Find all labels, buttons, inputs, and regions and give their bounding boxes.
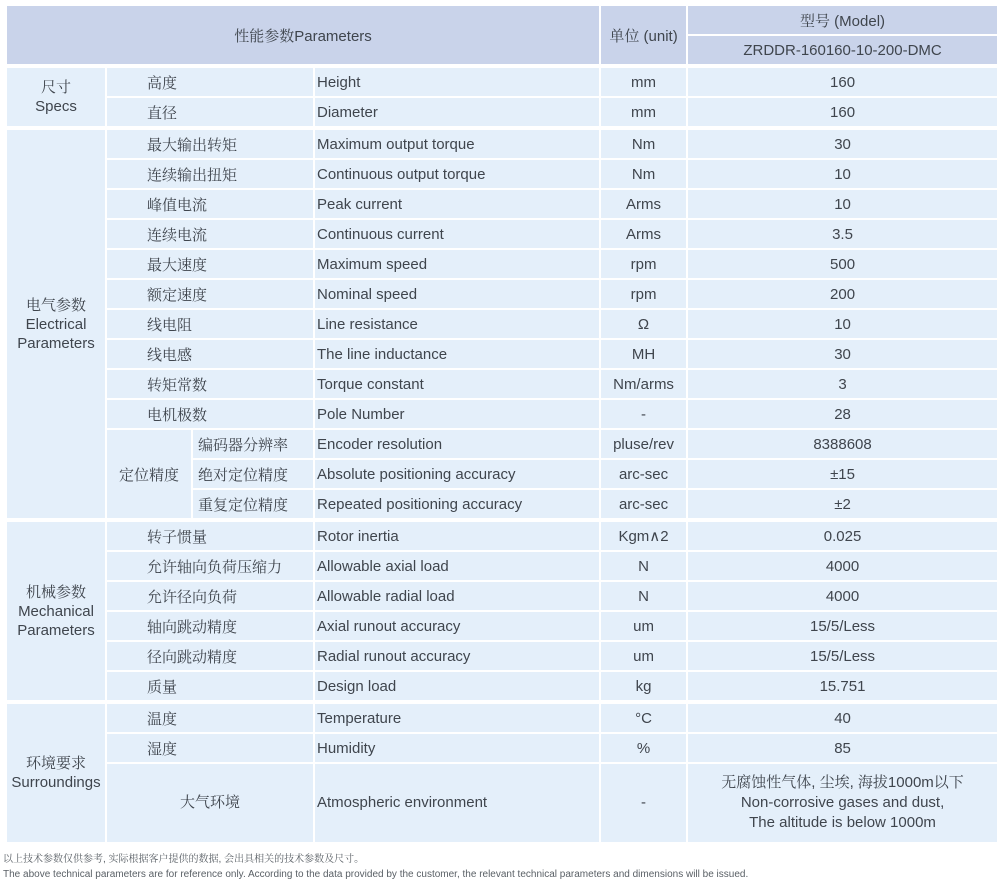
value-cell: 3 [687, 369, 998, 399]
table-row [6, 611, 998, 641]
param-name-cn: 允许轴向负荷压缩力 [106, 551, 314, 581]
parameters-header: 性能参数Parameters [6, 5, 600, 66]
unit-cell: rpm [600, 249, 687, 279]
param-name-cn: 线电阻 [106, 309, 314, 339]
table-row [6, 581, 998, 611]
table-row [6, 219, 998, 249]
param-name-cn: 峰值电流 [106, 189, 314, 219]
unit-cell: Kgm∧2 [600, 520, 687, 551]
param-name-en: Maximum speed [314, 249, 600, 279]
param-name-cn: 径向跳动精度 [106, 641, 314, 671]
unit-cell: rpm [600, 279, 687, 309]
param-name-cn: 连续电流 [106, 219, 314, 249]
param-name-cn: 绝对定位精度 [192, 459, 314, 489]
unit-cell: Ω [600, 309, 687, 339]
unit-cell: arc-sec [600, 459, 687, 489]
unit-cell: Arms [600, 219, 687, 249]
table-row [6, 733, 998, 763]
footnote-en: The above technical parameters are for reference only. According to the data provided by the customer, the relevant technical parameters and dimensions will be issued. [3, 869, 749, 880]
section-label-cn: 尺寸 [40, 79, 71, 96]
value-cell: ±15 [687, 459, 998, 489]
section-label-en: Electrical Parameters [17, 315, 95, 352]
value-cell: 4000 [687, 551, 998, 581]
value-cell: 28 [687, 399, 998, 429]
param-name-en: Torque constant [314, 369, 600, 399]
unit-cell: °C [600, 702, 687, 733]
footnote-cn: 以上技术参数仅供参考, 实际根据客户提供的数据, 会出具相关的技术参数及尺寸。 [3, 854, 365, 865]
spec-table-body [6, 5, 998, 843]
param-name-en: Humidity [314, 733, 600, 763]
value-cell: 10 [687, 309, 998, 339]
value-cell: 4000 [687, 581, 998, 611]
param-name-en: Continuous output torque [314, 159, 600, 189]
param-name-en: Repeated positioning accuracy [314, 489, 600, 520]
value-cell: 85 [687, 733, 998, 763]
table-row [6, 309, 998, 339]
table-row [6, 249, 998, 279]
unit-cell: N [600, 551, 687, 581]
unit-cell: um [600, 641, 687, 671]
param-name-en: Peak current [314, 189, 600, 219]
value-cell: 500 [687, 249, 998, 279]
table-row [6, 189, 998, 219]
param-name-cn: 转矩常数 [106, 369, 314, 399]
section-label-en: Specs [35, 98, 77, 115]
section-label-cn: 电气参数 [25, 296, 86, 314]
table-row [6, 128, 998, 159]
unit-cell: arc-sec [600, 489, 687, 520]
section-label [6, 66, 106, 128]
value-line: 无腐蚀性气体, 尘埃, 海拔1000m以下 [721, 774, 964, 791]
table-row [6, 97, 998, 128]
value-line: Non-corrosive gases and dust, [740, 794, 945, 811]
param-name-en: Pole Number [314, 399, 600, 429]
value-cell: 40 [687, 702, 998, 733]
value-cell: 15.751 [687, 671, 998, 702]
table-row [6, 551, 998, 581]
unit-cell: kg [600, 671, 687, 702]
section-label-en: Surroundings [11, 774, 101, 791]
param-name-cn: 直径 [106, 97, 314, 128]
param-name-cn: 编码器分辨率 [192, 429, 314, 459]
unit-cell: N [600, 581, 687, 611]
value-cell: 160 [687, 66, 998, 97]
unit-cell: mm [600, 97, 687, 128]
table-row [6, 671, 998, 702]
value-cell: 15/5/Less [687, 641, 998, 671]
param-name-en: Axial runout accuracy [314, 611, 600, 641]
value-cell [687, 763, 998, 843]
table-row [6, 159, 998, 189]
table-row [6, 369, 998, 399]
param-name-en: Temperature [314, 702, 600, 733]
table-row [6, 520, 998, 551]
table-row [6, 339, 998, 369]
table-row [6, 641, 998, 671]
param-name-cn: 转子惯量 [106, 520, 314, 551]
unit-cell: mm [600, 66, 687, 97]
param-name-cn: 最大速度 [106, 249, 314, 279]
unit-cell: Arms [600, 189, 687, 219]
param-name-en: Design load [314, 671, 600, 702]
table-row [6, 429, 998, 459]
spec-table [5, 4, 999, 844]
table-row [6, 66, 998, 97]
param-name-cn: 电机极数 [106, 399, 314, 429]
param-name-en: The line inductance [314, 339, 600, 369]
param-name-en: Diameter [314, 97, 600, 128]
unit-cell: um [600, 611, 687, 641]
value-cell: 8388608 [687, 429, 998, 459]
table-row [6, 763, 998, 843]
table-row [6, 279, 998, 309]
table-header-row [6, 5, 998, 35]
value-cell: 10 [687, 159, 998, 189]
unit-cell: MH [600, 339, 687, 369]
param-name-cn: 额定速度 [106, 279, 314, 309]
footnotes [3, 852, 1000, 882]
value-cell: 3.5 [687, 219, 998, 249]
unit-cell: % [600, 733, 687, 763]
param-name-en: Allowable radial load [314, 581, 600, 611]
value-cell: 200 [687, 279, 998, 309]
param-name-en: Absolute positioning accuracy [314, 459, 600, 489]
value-cell: 30 [687, 339, 998, 369]
value-cell: 0.025 [687, 520, 998, 551]
value-cell: 15/5/Less [687, 611, 998, 641]
unit-cell: - [600, 399, 687, 429]
section-label-en: Mechanical Parameters [17, 602, 95, 639]
param-name-cn: 允许径向负荷 [106, 581, 314, 611]
table-row [6, 702, 998, 733]
param-name-cn: 温度 [106, 702, 314, 733]
model-number: ZRDDR-160160-10-200-DMC [687, 35, 998, 66]
unit-cell: Nm/arms [600, 369, 687, 399]
param-name-cn: 高度 [106, 66, 314, 97]
param-name-cn: 最大输出转矩 [106, 128, 314, 159]
param-name-en: Encoder resolution [314, 429, 600, 459]
param-name-cn: 湿度 [106, 733, 314, 763]
unit-cell: - [600, 763, 687, 843]
section-label-cn: 环境要求 [25, 755, 86, 772]
subgroup-label: 定位精度 [106, 429, 192, 520]
param-name-cn: 大气环境 [106, 763, 314, 843]
param-name-en: Line resistance [314, 309, 600, 339]
section-label [6, 520, 106, 702]
param-name-cn: 连续输出扭矩 [106, 159, 314, 189]
value-cell: 30 [687, 128, 998, 159]
param-name-en: Allowable axial load [314, 551, 600, 581]
param-name-cn: 重复定位精度 [192, 489, 314, 520]
unit-cell: pluse/rev [600, 429, 687, 459]
param-name-en: Maximum output torque [314, 128, 600, 159]
value-line: The altitude is below 1000m [749, 814, 936, 831]
param-name-en: Continuous current [314, 219, 600, 249]
param-name-cn: 质量 [106, 671, 314, 702]
model-header: 型号 (Model) [687, 5, 998, 35]
param-name-en: Radial runout accuracy [314, 641, 600, 671]
value-cell: 160 [687, 97, 998, 128]
section-label [6, 702, 106, 843]
param-name-en: Rotor inertia [314, 520, 600, 551]
param-name-cn: 线电感 [106, 339, 314, 369]
section-label [6, 128, 106, 520]
value-cell: 10 [687, 189, 998, 219]
unit-header: 单位 (unit) [600, 5, 687, 66]
table-row [6, 399, 998, 429]
param-name-cn: 轴向跳动精度 [106, 611, 314, 641]
section-label-cn: 机械参数 [25, 583, 86, 601]
unit-cell: Nm [600, 128, 687, 159]
param-name-en: Height [314, 66, 600, 97]
value-cell: ±2 [687, 489, 998, 520]
param-name-en: Nominal speed [314, 279, 600, 309]
param-name-en: Atmospheric environment [314, 763, 600, 843]
unit-cell: Nm [600, 159, 687, 189]
